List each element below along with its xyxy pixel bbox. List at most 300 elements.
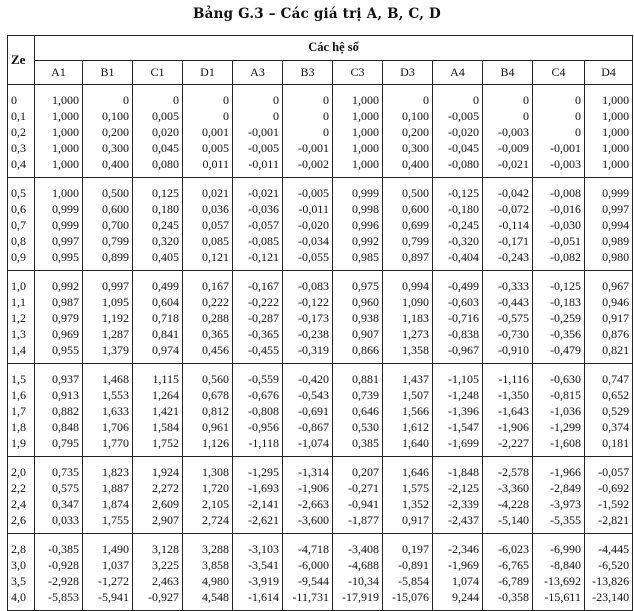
column-header-row (8, 60, 633, 85)
value-cell: -0,691 (283, 403, 333, 419)
column-header-c4: C4 (533, 60, 585, 85)
value-cell: 0,033 (35, 512, 83, 534)
value-cell: 2,105 (183, 496, 233, 512)
ze-cell: 1,2 (8, 310, 35, 326)
table-row (8, 201, 633, 217)
value-cell: -3,408 (333, 534, 383, 558)
value-cell: -6,789 (483, 573, 533, 589)
value-cell: 1,640 (383, 435, 433, 457)
value-cell: 1,468 (83, 364, 133, 388)
column-header-b1: B1 (83, 60, 133, 85)
value-cell: -0,180 (433, 201, 483, 217)
ze-cell: 0,6 (8, 201, 35, 217)
value-cell: 0,100 (83, 108, 133, 124)
value-cell: -0,941 (333, 496, 383, 512)
value-cell: -2,928 (35, 573, 83, 589)
value-cell: 1,752 (133, 435, 183, 457)
table-row (8, 589, 633, 611)
value-cell: 0 (483, 108, 533, 124)
value-cell: -0,559 (233, 364, 283, 388)
value-cell: 3,128 (133, 534, 183, 558)
value-cell: 0,967 (585, 271, 633, 295)
coefficients-group-header: Các hệ số (35, 36, 633, 61)
value-cell: -1,314 (283, 457, 333, 481)
value-cell: -3,360 (483, 480, 533, 496)
value-cell: -1,699 (433, 435, 483, 457)
value-cell: -0,808 (233, 403, 283, 419)
value-cell: 1,000 (585, 124, 633, 140)
ze-cell: 2,6 (8, 512, 35, 534)
value-cell: 0,994 (383, 271, 433, 295)
table-row (8, 271, 633, 295)
value-cell: 1,183 (383, 310, 433, 326)
value-cell: 0,005 (183, 140, 233, 156)
value-cell: 0,999 (35, 201, 83, 217)
value-cell: -0,730 (483, 326, 533, 342)
value-cell: -15,076 (383, 589, 433, 611)
value-cell: -0,030 (533, 217, 585, 233)
value-cell: -0,085 (233, 233, 283, 249)
table-title: Bảng G.3 – Các giá trị A, B, C, D (193, 6, 441, 22)
value-cell: -1,116 (483, 364, 533, 388)
value-cell: -4,718 (283, 534, 333, 558)
value-cell: 0,821 (585, 342, 633, 364)
table-row (8, 419, 633, 435)
value-cell: 0,917 (383, 512, 433, 534)
value-cell: 0,045 (133, 140, 183, 156)
value-cell: 4,548 (183, 589, 233, 611)
value-cell: -0,057 (585, 457, 633, 481)
value-cell: -1,877 (333, 512, 383, 534)
value-cell: 0,197 (383, 534, 433, 558)
value-cell: -1,643 (483, 403, 533, 419)
value-cell: -0,499 (433, 271, 483, 295)
value-cell: -23,140 (585, 589, 633, 611)
ze-cell: 0,2 (8, 124, 35, 140)
value-cell: 0,167 (183, 271, 233, 295)
table-row (8, 435, 633, 457)
value-cell: 0,899 (83, 249, 133, 271)
value-cell: -0,815 (533, 387, 585, 403)
value-cell: 0,799 (83, 233, 133, 249)
table-row (8, 326, 633, 342)
value-cell: -0,910 (483, 342, 533, 364)
value-cell: -2,849 (533, 480, 585, 496)
value-cell: 1,000 (585, 140, 633, 156)
value-cell: -5,854 (383, 573, 433, 589)
value-cell: -2,339 (433, 496, 483, 512)
value-cell: -0,122 (283, 294, 333, 310)
value-cell: 0,866 (333, 342, 383, 364)
coefficient-table (7, 35, 633, 611)
value-cell: -0,083 (283, 271, 333, 295)
value-cell: -0,320 (433, 233, 483, 249)
value-cell: 0,678 (183, 387, 233, 403)
value-cell: -1,547 (433, 419, 483, 435)
value-cell: 1,115 (133, 364, 183, 388)
value-cell: 0 (133, 85, 183, 109)
value-cell: 1,379 (83, 342, 133, 364)
value-cell: -0,005 (283, 178, 333, 202)
value-cell: 0,529 (585, 403, 633, 419)
value-cell: 0,456 (183, 342, 233, 364)
value-cell: -4,688 (333, 557, 383, 573)
value-cell: -0,358 (483, 589, 533, 611)
value-cell: 1,308 (183, 457, 233, 481)
value-cell: -0,002 (283, 156, 333, 178)
value-cell: 0,400 (383, 156, 433, 178)
value-cell: 1,507 (383, 387, 433, 403)
value-cell: -0,575 (483, 310, 533, 326)
ze-cell: 2,0 (8, 457, 35, 481)
ze-cell: 0,5 (8, 178, 35, 202)
value-cell: -0,455 (233, 342, 283, 364)
value-cell: 0,180 (133, 201, 183, 217)
value-cell: -10,34 (333, 573, 383, 589)
column-header-a1: A1 (35, 60, 83, 85)
value-cell: 1,192 (83, 310, 133, 326)
value-cell: -0,008 (533, 178, 585, 202)
table-row (8, 85, 633, 109)
value-cell: 0,646 (333, 403, 383, 419)
value-cell: -1,118 (233, 435, 283, 457)
value-cell: 0,347 (35, 496, 83, 512)
value-cell: 2,724 (183, 512, 233, 534)
value-cell: -0,114 (483, 217, 533, 233)
value-cell: 1,000 (585, 156, 633, 178)
value-cell: 0,200 (383, 124, 433, 140)
value-cell: 0,288 (183, 310, 233, 326)
value-cell: 0,961 (183, 419, 233, 435)
table-row (8, 457, 633, 481)
table-row (8, 364, 633, 388)
value-cell: -0,020 (433, 124, 483, 140)
value-cell: 0,036 (183, 201, 233, 217)
value-cell: 1,612 (383, 419, 433, 435)
value-cell: 0,987 (35, 294, 83, 310)
value-cell: -1,074 (283, 435, 333, 457)
value-cell: 0 (533, 124, 585, 140)
value-cell: -3,600 (283, 512, 333, 534)
value-cell: -0,072 (483, 201, 533, 217)
value-cell: -0,891 (383, 557, 433, 573)
value-cell: -1,969 (433, 557, 483, 573)
value-cell: 0,575 (35, 480, 83, 496)
value-cell: 3,858 (183, 557, 233, 573)
value-cell: 0 (83, 85, 133, 109)
value-cell: -1,966 (533, 457, 585, 481)
value-cell: 0,735 (35, 457, 83, 481)
value-cell: 0,500 (83, 178, 133, 202)
value-cell: -0,319 (283, 342, 333, 364)
ze-cell: 1,6 (8, 387, 35, 403)
value-cell: 0,876 (585, 326, 633, 342)
value-cell: 0,100 (383, 108, 433, 124)
value-cell: 0 (283, 108, 333, 124)
ze-cell: 0,1 (8, 108, 35, 124)
value-cell: -6,765 (483, 557, 533, 573)
table-row (8, 557, 633, 573)
value-cell: -1,848 (433, 457, 483, 481)
value-cell: -0,838 (433, 326, 483, 342)
value-cell: 0 (433, 85, 483, 109)
value-cell: 0,812 (183, 403, 233, 419)
value-cell: 0,969 (35, 326, 83, 342)
value-cell: -0,183 (533, 294, 585, 310)
value-cell: -0,080 (433, 156, 483, 178)
value-cell: -0,001 (533, 140, 585, 156)
value-cell: -0,543 (283, 387, 333, 403)
value-cell: -0,045 (433, 140, 483, 156)
value-cell: -0,385 (35, 534, 83, 558)
value-cell: 3,225 (133, 557, 183, 573)
column-header-b4: B4 (483, 60, 533, 85)
value-cell: 0,245 (133, 217, 183, 233)
value-cell: 0,989 (585, 233, 633, 249)
value-cell: -1,272 (83, 573, 133, 589)
value-cell: 1,095 (83, 294, 133, 310)
table-row (8, 294, 633, 310)
value-cell: 1,000 (333, 108, 383, 124)
value-cell: -1,693 (233, 480, 283, 496)
value-cell: -0,716 (433, 310, 483, 326)
value-cell: -0,271 (333, 480, 383, 496)
table-row (8, 156, 633, 178)
value-cell: 2,609 (133, 496, 183, 512)
value-cell: -0,001 (283, 140, 333, 156)
value-cell: 0,938 (333, 310, 383, 326)
value-cell: 1,000 (35, 156, 83, 178)
value-cell: 1,126 (183, 435, 233, 457)
value-cell: 0,200 (83, 124, 133, 140)
value-cell: -0,867 (283, 419, 333, 435)
value-cell: 0,320 (133, 233, 183, 249)
value-cell: -0,125 (433, 178, 483, 202)
value-cell: -6,023 (483, 534, 533, 558)
value-cell: 0,604 (133, 294, 183, 310)
value-cell: -1,036 (533, 403, 585, 419)
value-cell: 0,979 (35, 310, 83, 326)
value-cell: -8,840 (533, 557, 585, 573)
value-cell: -0,020 (283, 217, 333, 233)
value-cell: -3,919 (233, 573, 283, 589)
value-cell: 1,755 (83, 512, 133, 534)
value-cell: 0,181 (585, 435, 633, 457)
value-cell: 0,652 (585, 387, 633, 403)
ze-cell: 3,0 (8, 557, 35, 573)
value-cell: 0,907 (333, 326, 383, 342)
value-cell: -15,611 (533, 589, 585, 611)
value-cell: 0,739 (333, 387, 383, 403)
value-cell: -0,005 (233, 140, 283, 156)
value-cell: -2,227 (483, 435, 533, 457)
value-cell: 0 (183, 108, 233, 124)
value-cell: 0,405 (133, 249, 183, 271)
value-cell: -0,692 (585, 480, 633, 496)
table-row (8, 310, 633, 326)
value-cell: 0,917 (585, 310, 633, 326)
value-cell: -0,287 (233, 310, 283, 326)
value-cell: 0 (283, 124, 333, 140)
value-cell: 0,021 (183, 178, 233, 202)
value-cell: 0,999 (35, 217, 83, 233)
value-cell: 1,000 (35, 178, 83, 202)
table-row (8, 342, 633, 364)
value-cell: 0,997 (585, 201, 633, 217)
value-cell: 1,421 (133, 403, 183, 419)
value-cell: -1,906 (483, 419, 533, 435)
value-cell: 1,706 (83, 419, 133, 435)
value-cell: 0,400 (83, 156, 133, 178)
value-cell: 0,995 (35, 249, 83, 271)
table-row (8, 512, 633, 534)
value-cell: 0,001 (183, 124, 233, 140)
value-cell: -0,011 (283, 201, 333, 217)
value-cell: -0,021 (483, 156, 533, 178)
value-cell: -1,295 (233, 457, 283, 481)
value-cell: 0,121 (183, 249, 233, 271)
value-cell: -1,906 (283, 480, 333, 496)
column-header-c3: C3 (333, 60, 383, 85)
ze-cell: 0,3 (8, 140, 35, 156)
value-cell: -0,011 (233, 156, 283, 178)
table-row (8, 140, 633, 156)
value-cell: 0 (483, 85, 533, 109)
value-cell: 0,897 (383, 249, 433, 271)
value-cell: 0 (183, 85, 233, 109)
value-cell: 1,490 (83, 534, 133, 558)
value-cell: 0,499 (133, 271, 183, 295)
table-row (8, 534, 633, 558)
value-cell: 0 (533, 108, 585, 124)
value-cell: 0,057 (183, 217, 233, 233)
value-cell: 1,633 (83, 403, 133, 419)
value-cell: -0,057 (233, 217, 283, 233)
value-cell: 0,799 (383, 233, 433, 249)
ze-cell: 1,3 (8, 326, 35, 342)
value-cell: 0,560 (183, 364, 233, 388)
table-row (8, 403, 633, 419)
value-cell: -0,927 (133, 589, 183, 611)
table-row (8, 217, 633, 233)
value-cell: -1,592 (585, 496, 633, 512)
value-cell: -5,941 (83, 589, 133, 611)
value-cell: 1,924 (133, 457, 183, 481)
value-cell: 1,090 (383, 294, 433, 310)
column-header-d1: D1 (183, 60, 233, 85)
value-cell: -0,243 (483, 249, 533, 271)
value-cell: 0,699 (383, 217, 433, 233)
value-cell: -2,621 (233, 512, 283, 534)
value-cell: 0 (233, 85, 283, 109)
value-cell: -0,238 (283, 326, 333, 342)
value-cell: -0,956 (233, 419, 283, 435)
value-cell: -2,437 (433, 512, 483, 534)
value-cell: 0 (233, 108, 283, 124)
value-cell: -2,141 (233, 496, 283, 512)
value-cell: 1,874 (83, 496, 133, 512)
value-cell: 1,287 (83, 326, 133, 342)
column-header-b3: B3 (283, 60, 333, 85)
value-cell: 0,841 (133, 326, 183, 342)
value-cell: 0,999 (585, 178, 633, 202)
value-cell: 0,005 (133, 108, 183, 124)
table-row (8, 249, 633, 271)
value-cell: -0,333 (483, 271, 533, 295)
value-cell: 1,000 (333, 124, 383, 140)
ze-cell: 1,0 (8, 271, 35, 295)
value-cell: 1,823 (83, 457, 133, 481)
value-cell: 0,974 (133, 342, 183, 364)
table-row (8, 178, 633, 202)
value-cell: -0,009 (483, 140, 533, 156)
ze-cell: 4,0 (8, 589, 35, 611)
value-cell: -0,042 (483, 178, 533, 202)
value-cell: 1,352 (383, 496, 433, 512)
ze-cell: 2,8 (8, 534, 35, 558)
value-cell: -0,967 (433, 342, 483, 364)
value-cell: 1,000 (585, 108, 633, 124)
value-cell: -0,245 (433, 217, 483, 233)
value-cell: 0,795 (35, 435, 83, 457)
value-cell: 1,000 (333, 156, 383, 178)
value-cell: -11,731 (283, 589, 333, 611)
value-cell: 0,997 (83, 271, 133, 295)
value-cell: 0,600 (383, 201, 433, 217)
value-cell: -5,853 (35, 589, 83, 611)
value-cell: -2,663 (283, 496, 333, 512)
ze-cell: 3,5 (8, 573, 35, 589)
value-cell: 1,000 (585, 85, 633, 109)
ze-cell: 1,8 (8, 419, 35, 435)
value-cell: -13,692 (533, 573, 585, 589)
value-cell: 1,000 (333, 140, 383, 156)
value-cell: -0,016 (533, 201, 585, 217)
value-cell: 1,584 (133, 419, 183, 435)
value-cell: 4,980 (183, 573, 233, 589)
ze-cell: 1,4 (8, 342, 35, 364)
ze-header: Ze (8, 36, 35, 85)
value-cell: -6,990 (533, 534, 585, 558)
ze-cell: 1,7 (8, 403, 35, 419)
value-cell: -0,171 (483, 233, 533, 249)
value-cell: 0,998 (333, 201, 383, 217)
value-cell: -0,021 (233, 178, 283, 202)
value-cell: 0,992 (35, 271, 83, 295)
value-cell: 1,887 (83, 480, 133, 496)
value-cell: 1,358 (383, 342, 433, 364)
column-header-c1: C1 (133, 60, 183, 85)
value-cell: 1,770 (83, 435, 133, 457)
value-cell: 1,000 (35, 140, 83, 156)
value-cell: -0,420 (283, 364, 333, 388)
table-row (8, 496, 633, 512)
column-header-d4: D4 (585, 60, 633, 85)
value-cell: 0,992 (333, 233, 383, 249)
value-cell: -0,055 (283, 249, 333, 271)
value-cell: -0,121 (233, 249, 283, 271)
table-row (8, 480, 633, 496)
value-cell: -2,346 (433, 534, 483, 558)
table-row (8, 108, 633, 124)
value-cell: 0,996 (333, 217, 383, 233)
table-body (8, 85, 633, 611)
table-row (8, 124, 633, 140)
value-cell: -1,614 (233, 589, 283, 611)
value-cell: 0,848 (35, 419, 83, 435)
value-cell: -5,355 (533, 512, 585, 534)
value-cell: -0,167 (233, 271, 283, 295)
